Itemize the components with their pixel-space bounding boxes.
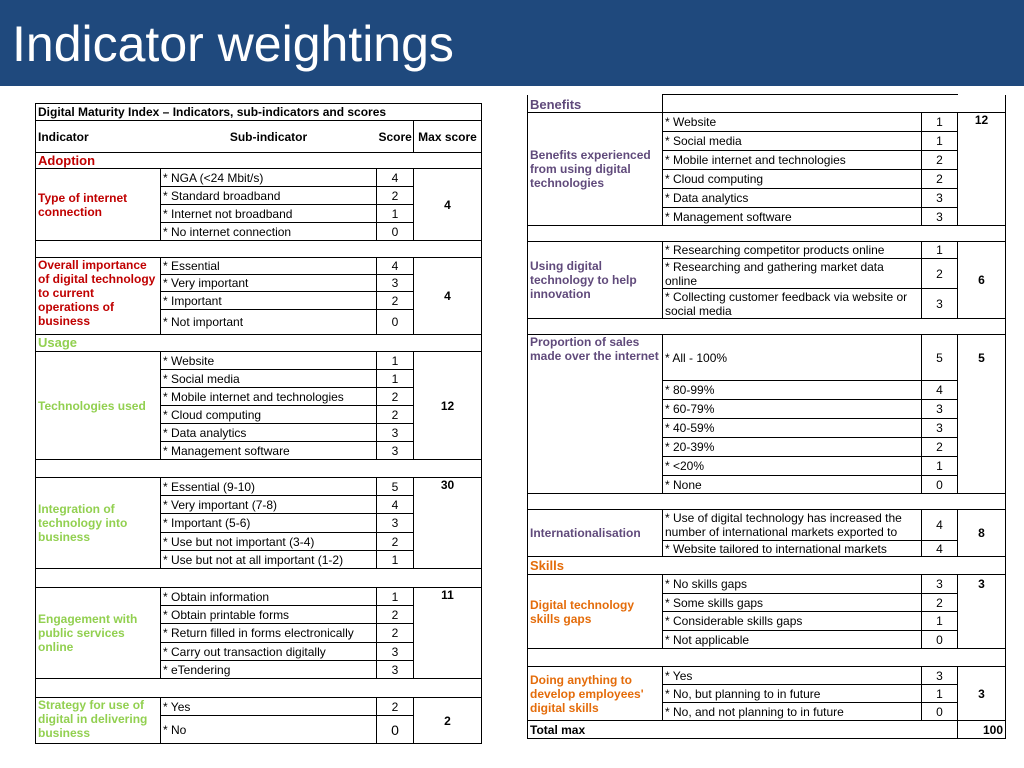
indicator-label: Digital technology skills gaps <box>528 575 663 649</box>
score: 2 <box>922 259 958 289</box>
sub-indicator: * Very important (7-8) <box>161 496 377 514</box>
indicator-label: Strategy for use of digital in delivering business <box>36 698 161 744</box>
sub-indicator: * Use but not important (3-4) <box>161 533 377 551</box>
sub-indicator: * Obtain printable forms <box>161 606 377 624</box>
sub-indicator: * Mobile internet and technologies <box>161 388 377 406</box>
sub-indicator: * Management software <box>663 208 922 226</box>
sub-indicator: * No, but planning to in future <box>663 685 922 703</box>
spacer-row <box>36 460 482 478</box>
sub-indicator: * Not applicable <box>663 631 922 649</box>
sub-indicator: * Essential <box>161 258 377 275</box>
score: 4 <box>377 496 414 514</box>
max-score: 5 <box>958 335 1006 494</box>
sub-indicator: * Use of digital technology has increased the number of international markets exported to <box>663 510 922 541</box>
score: 0 <box>377 310 414 335</box>
sub-indicator: * Essential (9-10) <box>161 478 377 496</box>
score: 1 <box>922 242 958 259</box>
section-adoption: Adoption <box>36 153 482 169</box>
score: 3 <box>377 643 414 661</box>
sub-indicator: * 60-79% <box>663 400 922 419</box>
sub-indicator: * Not important <box>161 310 377 335</box>
score: 2 <box>377 388 414 406</box>
max-score: 4 <box>414 169 482 241</box>
sub-indicator: * Collecting customer feedback via website or social media <box>663 289 922 319</box>
sub-indicator: * Social media <box>161 370 377 388</box>
max-score: 8 <box>958 510 1006 557</box>
score: 4 <box>922 541 958 557</box>
score: 3 <box>922 400 958 419</box>
sub-indicator: * No internet connection <box>161 223 377 241</box>
sub-indicator: * Yes <box>663 667 922 685</box>
indicator-label: Overall importance of digital technology to current operations of business <box>36 258 161 335</box>
score: 0 <box>922 631 958 649</box>
score: 2 <box>922 594 958 612</box>
score: 3 <box>922 289 958 319</box>
max-score: 3 <box>958 667 1006 721</box>
sub-indicator: * Yes <box>161 698 377 716</box>
indicator-label: Engagement with public services online <box>36 588 161 679</box>
sub-indicator: * Social media <box>663 132 922 151</box>
sub-indicator: * Mobile internet and technologies <box>663 151 922 170</box>
sub-indicator: * eTendering <box>161 661 377 679</box>
score: 1 <box>377 370 414 388</box>
max-score: 30 <box>414 478 482 569</box>
spacer-row <box>528 494 1006 510</box>
score: 3 <box>377 514 414 533</box>
score: 1 <box>922 132 958 151</box>
sub-indicator: * Return filled in forms electronically <box>161 624 377 643</box>
score: 2 <box>377 698 414 716</box>
spacer-row <box>528 649 1006 667</box>
score: 1 <box>377 352 414 370</box>
sub-indicator: * Some skills gaps <box>663 594 922 612</box>
total-max-label: Total max <box>528 721 958 739</box>
sub-indicator: * Cloud computing <box>663 170 922 189</box>
score: 3 <box>922 189 958 208</box>
max-score: 2 <box>414 698 482 744</box>
score: 2 <box>377 624 414 643</box>
score: 3 <box>377 424 414 442</box>
score: 2 <box>922 170 958 189</box>
sub-indicator: * Data analytics <box>663 189 922 208</box>
table-caption: Digital Maturity Index – Indicators, sub-indicators and scores <box>36 104 482 121</box>
score: 4 <box>922 510 958 541</box>
score: 2 <box>922 438 958 457</box>
sub-indicator: * 40-59% <box>663 419 922 438</box>
score: 3 <box>377 275 414 292</box>
max-score: 12 <box>958 113 1006 226</box>
indicator-label: Using digital technology to help innovation <box>528 242 663 319</box>
sub-indicator: * 80-99% <box>663 381 922 400</box>
score: 2 <box>377 533 414 551</box>
sub-indicator: * Considerable skills gaps <box>663 612 922 631</box>
spacer-row <box>36 679 482 698</box>
sub-indicator: * NGA (<24 Mbit/s) <box>161 169 377 187</box>
sub-indicator: * Researching and gathering market data online <box>663 259 922 289</box>
right-table <box>527 94 1006 739</box>
section-usage: Usage <box>36 335 482 352</box>
max-score: 4 <box>414 258 482 335</box>
score: 3 <box>922 208 958 226</box>
header-score: Score <box>377 121 414 153</box>
sub-indicator: * Obtain information <box>161 588 377 606</box>
total-max-value: 100 <box>958 721 1006 739</box>
sub-indicator: * All - 100% <box>663 335 922 381</box>
max-score: 6 <box>958 242 1006 319</box>
score: 2 <box>377 406 414 424</box>
header-sub-indicator: Sub-indicator <box>161 121 377 153</box>
score: 0 <box>922 703 958 721</box>
spacer-row <box>528 226 1006 242</box>
score: 4 <box>922 381 958 400</box>
indicator-label: Technologies used <box>36 352 161 460</box>
sub-indicator: * Website <box>663 113 922 132</box>
sub-indicator: * Data analytics <box>161 424 377 442</box>
spacer-row <box>36 241 482 258</box>
title-bar <box>0 0 1024 86</box>
sub-indicator: * No <box>161 716 377 744</box>
score: 0 <box>922 476 958 494</box>
score: 2 <box>377 292 414 310</box>
sub-indicator: * Important (5-6) <box>161 514 377 533</box>
spacer-row <box>528 319 1006 335</box>
sub-indicator: * Standard broadband <box>161 187 377 205</box>
score: 0 <box>377 223 414 241</box>
sub-indicator: * No skills gaps <box>663 575 922 594</box>
sub-indicator: * 20-39% <box>663 438 922 457</box>
indicator-label: Type of internet connection <box>36 169 161 241</box>
score: 2 <box>922 151 958 170</box>
score: 5 <box>922 335 958 381</box>
score: 1 <box>922 685 958 703</box>
sub-indicator: * Cloud computing <box>161 406 377 424</box>
score: 4 <box>377 169 414 187</box>
header-max-score: Max score <box>414 121 482 153</box>
score: 3 <box>377 661 414 679</box>
sub-indicator: * Website <box>161 352 377 370</box>
section-skills: Skills <box>528 557 1006 575</box>
score: 3 <box>922 667 958 685</box>
header-blank <box>922 95 958 113</box>
score: 1 <box>922 113 958 132</box>
indicator-label: Internationalisation <box>528 510 663 557</box>
score: 1 <box>922 457 958 476</box>
indicator-label: Benefits experienced from using digital technologies <box>528 113 663 226</box>
score: 1 <box>377 588 414 606</box>
score: 3 <box>922 575 958 594</box>
indicator-label: Integration of technology into business <box>36 478 161 569</box>
score: 5 <box>377 478 414 496</box>
max-score: 12 <box>414 352 482 460</box>
score: 2 <box>377 187 414 205</box>
page-title: Indicator weightings <box>12 16 454 72</box>
header-blank <box>958 95 1006 113</box>
sub-indicator: * Website tailored to international markets <box>663 541 922 557</box>
sub-indicator: * Internet not broadband <box>161 205 377 223</box>
sub-indicator: * No, and not planning to in future <box>663 703 922 721</box>
sub-indicator: * Very important <box>161 275 377 292</box>
left-table <box>35 103 482 744</box>
sub-indicator: * Important <box>161 292 377 310</box>
sub-indicator: * Researching competitor products online <box>663 242 922 259</box>
score: 3 <box>377 442 414 460</box>
sub-indicator: * <20% <box>663 457 922 476</box>
score: 0 <box>377 716 414 744</box>
sub-indicator: * None <box>663 476 922 494</box>
header-indicator: Indicator <box>36 121 161 153</box>
sub-indicator: * Carry out transaction digitally <box>161 643 377 661</box>
spacer-row <box>36 569 482 588</box>
score: 1 <box>377 205 414 223</box>
header-blank <box>663 95 922 113</box>
sub-indicator: * Management software <box>161 442 377 460</box>
max-score: 3 <box>958 575 1006 649</box>
max-score: 11 <box>414 588 482 679</box>
score: 1 <box>922 612 958 631</box>
indicator-label: Proportion of sales made over the internet <box>528 335 663 494</box>
score: 1 <box>377 551 414 569</box>
sub-indicator: * Use but not at all important (1-2) <box>161 551 377 569</box>
score: 4 <box>377 258 414 275</box>
score: 2 <box>377 606 414 624</box>
indicator-label: Doing anything to develop employees' digital skills <box>528 667 663 721</box>
section-benefits: Benefits <box>528 95 663 113</box>
score: 3 <box>922 419 958 438</box>
